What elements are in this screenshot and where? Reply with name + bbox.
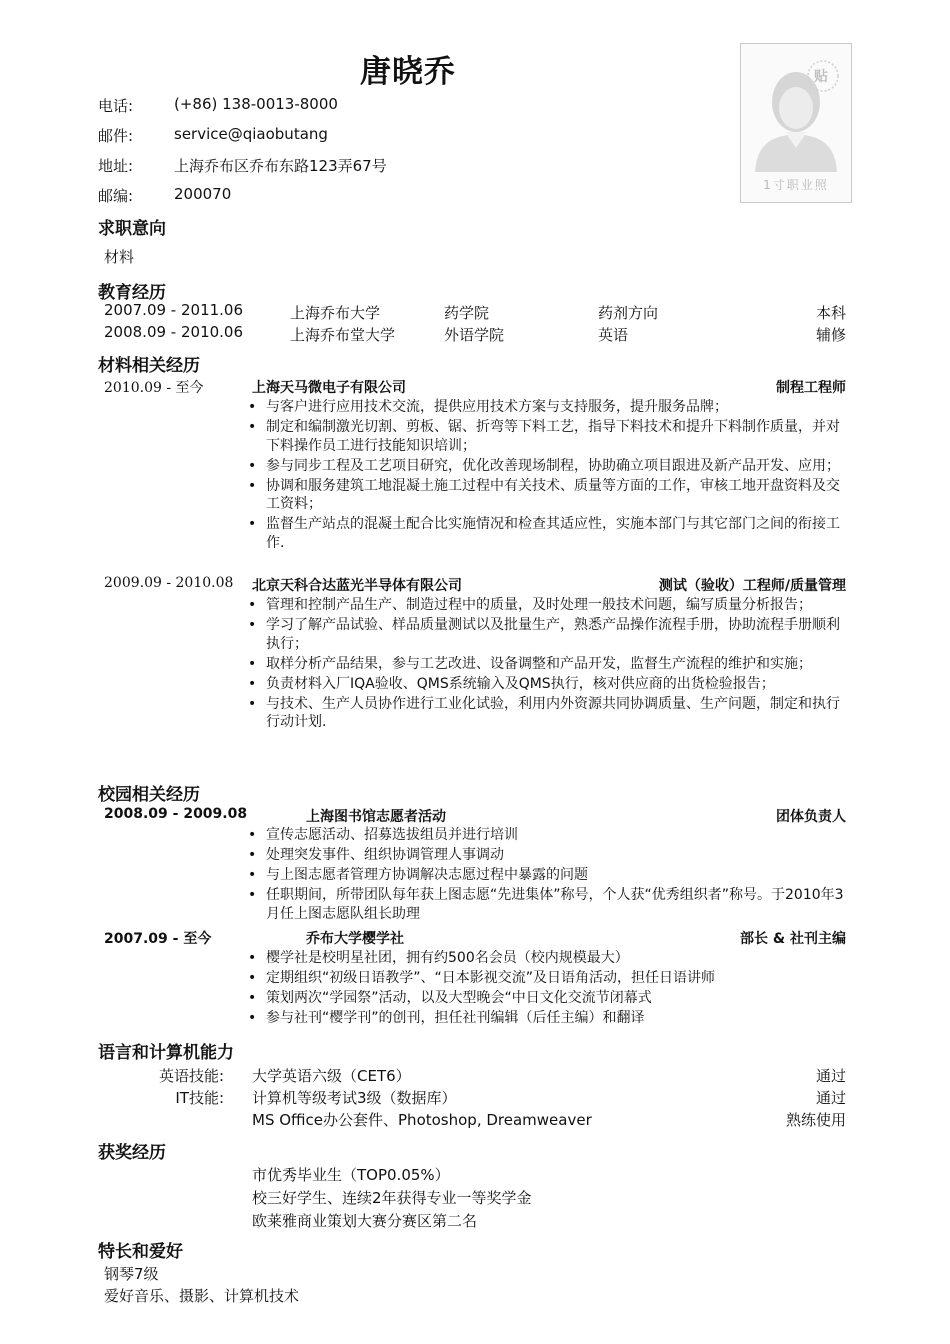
list-item: • 参与社刊“樱学刊”的创刊，担任社刊编辑（后任主编）和翻译 xyxy=(248,1009,848,1028)
award-item: 欧莱雅商业策划大赛分赛区第二名 xyxy=(252,1212,478,1230)
list-item: • 处理突发事件、组织协调管理人事调动 xyxy=(248,846,848,865)
skill-level: 熟练使用 xyxy=(785,1111,846,1129)
list-item: • 取样分析产品结果，参与工艺改进、设备调整和产品开发，监督生产流程的维护和实施； xyxy=(248,655,848,674)
skill-item: 计算机等级考试3级（数据库） xyxy=(252,1089,457,1107)
phone-label: 电话: xyxy=(98,97,134,115)
hobby-item: 爱好音乐、摄影、计算机技术 xyxy=(104,1287,300,1305)
education-major: 英语 xyxy=(598,326,629,344)
hobby-item: 钢琴7级 xyxy=(104,1265,159,1283)
objective-text: 材料 xyxy=(104,248,135,266)
list-item: • 宣传志愿活动、招募选拔组员并进行培训 xyxy=(248,826,848,845)
phone-value: (+86) 138-0013-8000 xyxy=(174,95,338,113)
section-title-campus: 校园相关经历 xyxy=(98,785,200,805)
list-item: • 负责材料入厂IQA验收、QMS系统输入及QMS执行，核对供应商的出货检验报告； xyxy=(248,675,848,694)
skill-level: 通过 xyxy=(815,1089,846,1107)
section-title-objective: 求职意向 xyxy=(98,219,166,239)
work-period: 2010.09 - 至今 xyxy=(104,380,204,396)
work-bullets xyxy=(248,596,848,733)
education-college: 外语学院 xyxy=(444,326,505,344)
list-item: • 与上图志愿者管理方协调解决志愿过程中暴露的问题 xyxy=(248,866,848,885)
list-item: • 策划两次“学园祭”活动，以及大型晚会“中日文化交流节闭幕式 xyxy=(248,989,848,1008)
section-title-work: 材料相关经历 xyxy=(98,356,200,376)
work-company: 北京天科合达蓝光半导体有限公司 xyxy=(252,578,462,594)
email-value: service@qiaobutang xyxy=(174,125,328,143)
campus-bullets xyxy=(248,826,848,925)
resume-name: 唐晓乔 xyxy=(360,54,456,90)
section-title-hobbies: 特长和爱好 xyxy=(98,1242,183,1262)
list-item: • 定期组织“初级日语教学”、“日本影视交流”及日语角活动，担任日语讲师 xyxy=(248,969,848,988)
work-bullets xyxy=(248,398,848,554)
photo-stamp: 贴 xyxy=(814,69,828,85)
list-item: • 协调和服务建筑工地混凝土施工过程中有关技术、质量等方面的工作，审核工地开盘资料及交工资料； xyxy=(248,477,848,514)
education-period: 2008.09 - 2010.06 xyxy=(104,323,244,341)
campus-bullets xyxy=(248,949,848,1029)
campus-org: 乔布大学樱学社 xyxy=(306,931,404,947)
campus-title: 部长 & 社刊主编 xyxy=(740,931,846,947)
skill-item: 大学英语六级（CET6） xyxy=(252,1067,411,1085)
list-item: • 管理和控制产品生产、制造过程中的质量，及时处理一般技术问题，编写质量分析报告； xyxy=(248,596,848,615)
list-item: • 制定和编制激光切割、剪板、锯、折弯等下料工艺，指导下料技术和提升下料制作质量，并对下料操作员工进行技能知识培训； xyxy=(248,418,848,455)
campus-org: 上海图书馆志愿者活动 xyxy=(306,809,446,825)
education-major: 药剂方向 xyxy=(598,304,659,322)
skill-level: 通过 xyxy=(815,1067,846,1085)
list-item: • 参与同步工程及工艺项目研究，优化改善现场制程，协助确立项目跟进及新产品开发、应用； xyxy=(248,457,848,476)
list-item: • 监督生产站点的混凝土配合比实施情况和检查其适应性，实施本部门与其它部门之间的衔接工作. xyxy=(248,515,848,552)
education-college: 药学院 xyxy=(444,304,490,322)
work-title: 制程工程师 xyxy=(776,380,846,396)
education-school: 上海乔布堂大学 xyxy=(290,326,396,344)
address-label: 地址: xyxy=(98,157,134,175)
work-company: 上海天马微电子有限公司 xyxy=(252,380,406,396)
skill-label: IT技能: xyxy=(175,1089,224,1107)
list-item: • 樱学社是校明星社团，拥有约500名会员（校内规模最大） xyxy=(248,949,848,968)
education-period: 2007.09 - 2011.06 xyxy=(104,301,244,319)
education-school: 上海乔布大学 xyxy=(290,304,381,322)
photo-placeholder xyxy=(740,43,852,203)
photo-caption: 1寸职业照 xyxy=(763,178,829,192)
work-period: 2009.09 - 2010.08 xyxy=(104,575,234,591)
zipcode-label: 邮编: xyxy=(98,187,134,205)
section-title-skills: 语言和计算机能力 xyxy=(98,1043,234,1063)
email-label: 邮件: xyxy=(98,127,134,145)
award-item: 市优秀毕业生（TOP0.05%） xyxy=(252,1166,450,1184)
zipcode-value: 200070 xyxy=(174,185,232,203)
campus-title: 团体负责人 xyxy=(776,809,846,825)
skill-label: 英语技能: xyxy=(158,1067,224,1085)
campus-period: 2007.09 - 至今 xyxy=(104,931,212,947)
list-item: • 与技术、生产人员协作进行工业化试验，利用内外资源共同协调质量、生产问题，制定和执行行动计划. xyxy=(248,695,848,732)
section-title-awards: 获奖经历 xyxy=(98,1143,166,1163)
list-item: • 学习了解产品试验、样品质量测试以及批量生产，熟悉产品操作流程手册，协助流程手册顺利执行； xyxy=(248,616,848,653)
award-item: 校三好学生、连续2年获得专业一等奖学金 xyxy=(252,1189,532,1207)
skill-item: MS Office办公套件、Photoshop, Dreamweaver xyxy=(252,1111,592,1129)
work-title: 测试（验收）工程师/质量管理 xyxy=(658,578,846,594)
list-item: • 与客户进行应用技术交流，提供应用技术方案与支持服务，提升服务品牌； xyxy=(248,398,848,417)
address-value: 上海乔布区乔布东路123弄67号 xyxy=(174,157,387,175)
education-degree: 本科 xyxy=(815,304,846,322)
section-title-education: 教育经历 xyxy=(98,283,166,303)
list-item: • 任职期间，所带团队每年获上图志愿“先进集体”称号，个人获“优秀组织者”称号。于2010年3月任上图志愿队组长助理 xyxy=(248,886,848,923)
campus-period: 2008.09 - 2009.08 xyxy=(104,806,248,822)
education-degree: 辅修 xyxy=(815,326,846,344)
